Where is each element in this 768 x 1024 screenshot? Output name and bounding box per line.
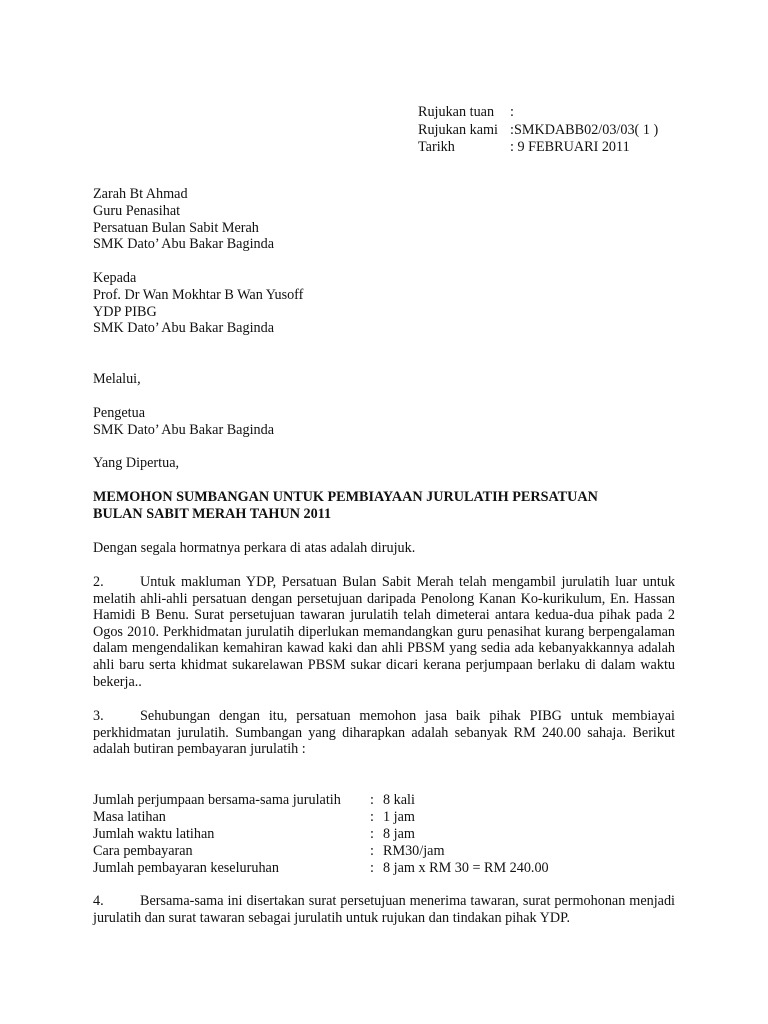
salutation-text: Yang Dipertua, bbox=[93, 455, 180, 471]
detail-value: 8 jam x RM 30 = RM 240.00 bbox=[383, 860, 549, 876]
paragraph-3 bbox=[93, 708, 675, 758]
via-label bbox=[93, 371, 675, 388]
recipient-line: SMK Dato’ Abu Bakar Baginda bbox=[93, 320, 274, 337]
detail-colon: : bbox=[370, 809, 374, 825]
detail-colon: : bbox=[370, 826, 374, 842]
via-line: Pengetua bbox=[93, 405, 146, 421]
recipient-line: Kepada bbox=[93, 270, 137, 286]
detail-value: RM30/jam bbox=[383, 843, 445, 859]
paragraph-number: 3. bbox=[93, 708, 104, 724]
reference-value: : bbox=[510, 104, 514, 120]
detail-row bbox=[93, 792, 675, 809]
sender-line: Zarah Bt Ahmad bbox=[93, 186, 188, 202]
paragraph-text: Untuk makluman YDP, Persatuan Bulan Sabit Merah telah mengambil jurulatih luar untuk melatih ahli-ahli persatuan dengan persetujuan daripada Penolong Kanan Ko-kurikulum, En. Hassan Hamidi B Benu. Surat persetujuan tawaran jurulatih telah dimeterai antara kedua-dua pihak pada 2 Ogos 2010. Perkhidmatan jurulatih diperlukan memandangkan guru penasihat kurang berpengalaman dalam mengendalikan kemahiran kawad kaki dan ahli PBSM yang sedia ada kebanyakkannya adalah ahli baru serta khidmat sukarelawan PBSM sukar dicari kerana perjumpaan berlaku di dalam waktu bekerja.. bbox=[93, 574, 675, 690]
reference-label: Rujukan kami bbox=[418, 121, 498, 138]
detail-label: Jumlah waktu latihan bbox=[93, 826, 215, 842]
paragraph-2 bbox=[93, 574, 675, 690]
reference-block bbox=[418, 104, 658, 157]
detail-label: Jumlah perjumpaan bersama-sama jurulatih bbox=[93, 792, 341, 808]
reference-row bbox=[418, 104, 658, 122]
detail-colon: : bbox=[370, 843, 374, 859]
detail-row bbox=[93, 809, 675, 826]
detail-row bbox=[93, 826, 675, 843]
via-label-text: Melalui, bbox=[93, 371, 141, 387]
detail-label: Cara pembayaran bbox=[93, 843, 193, 859]
opening-text: Dengan segala hormatnya perkara di atas adalah dirujuk. bbox=[93, 540, 416, 556]
payment-details bbox=[93, 792, 675, 877]
detail-label: Jumlah pembayaran keseluruhan bbox=[93, 860, 279, 876]
reference-value: :SMKDABB02/03/03( 1 ) bbox=[510, 121, 659, 138]
paragraph-text: Bersama-sama ini disertakan surat persetujuan menerima tawaran, surat permohonan menjadi jurulatih dan surat tawaran sebagai jurulatih untuk rujukan dan tindakan pihak YDP. bbox=[93, 893, 675, 926]
paragraph-4-body bbox=[93, 893, 675, 926]
paragraph-number: 4. bbox=[93, 893, 104, 909]
via-address bbox=[93, 405, 675, 439]
sender-line: SMK Dato’ Abu Bakar Baginda bbox=[93, 236, 274, 253]
detail-row bbox=[93, 860, 675, 877]
detail-colon: : bbox=[370, 792, 374, 808]
paragraph-number: 2. bbox=[93, 574, 104, 590]
opening-paragraph bbox=[93, 540, 675, 557]
reference-value: : 9 FEBRUARI 2011 bbox=[510, 139, 630, 155]
detail-label: Masa latihan bbox=[93, 809, 166, 825]
recipient-address bbox=[93, 270, 675, 337]
paragraph-text: Sehubungan dengan itu, persatuan memohon jasa baik pihak PIBG untuk membiayai perkhidmatan jurulatih. Sumbangan yang diharapkan adalah sebanyak RM 240.00 sahaja. Berikut adalah butiran pembayaran jurulatih : bbox=[93, 708, 675, 758]
recipient-line: YDP PIBG bbox=[93, 303, 157, 320]
salutation bbox=[93, 455, 675, 472]
sender-line: Persatuan Bulan Sabit Merah bbox=[93, 219, 259, 236]
sender-address bbox=[93, 186, 675, 253]
detail-colon: : bbox=[370, 860, 374, 876]
reference-label: Rujukan tuan bbox=[418, 104, 495, 120]
via-line: SMK Dato’ Abu Bakar Baginda bbox=[93, 421, 274, 438]
reference-label: Tarikh bbox=[418, 139, 455, 155]
subject-heading bbox=[93, 489, 675, 523]
detail-value: 1 jam bbox=[383, 809, 415, 825]
paragraph-2-body bbox=[93, 574, 675, 690]
reference-row bbox=[418, 139, 658, 157]
sender-line: Guru Penasihat bbox=[93, 202, 181, 219]
reference-row bbox=[418, 122, 658, 140]
subject-line: BULAN SABIT MERAH TAHUN 2011 bbox=[93, 505, 332, 522]
paragraph-3-body bbox=[93, 708, 675, 758]
detail-value: 8 jam bbox=[383, 826, 415, 842]
subject-line: MEMOHON SUMBANGAN UNTUK PEMBIAYAAN JURULATIH PERSATUAN bbox=[93, 489, 598, 505]
detail-row bbox=[93, 843, 675, 860]
detail-value: 8 kali bbox=[383, 792, 415, 808]
recipient-line: Prof. Dr Wan Mokhtar B Wan Yusoff bbox=[93, 286, 304, 303]
paragraph-4 bbox=[93, 893, 675, 926]
